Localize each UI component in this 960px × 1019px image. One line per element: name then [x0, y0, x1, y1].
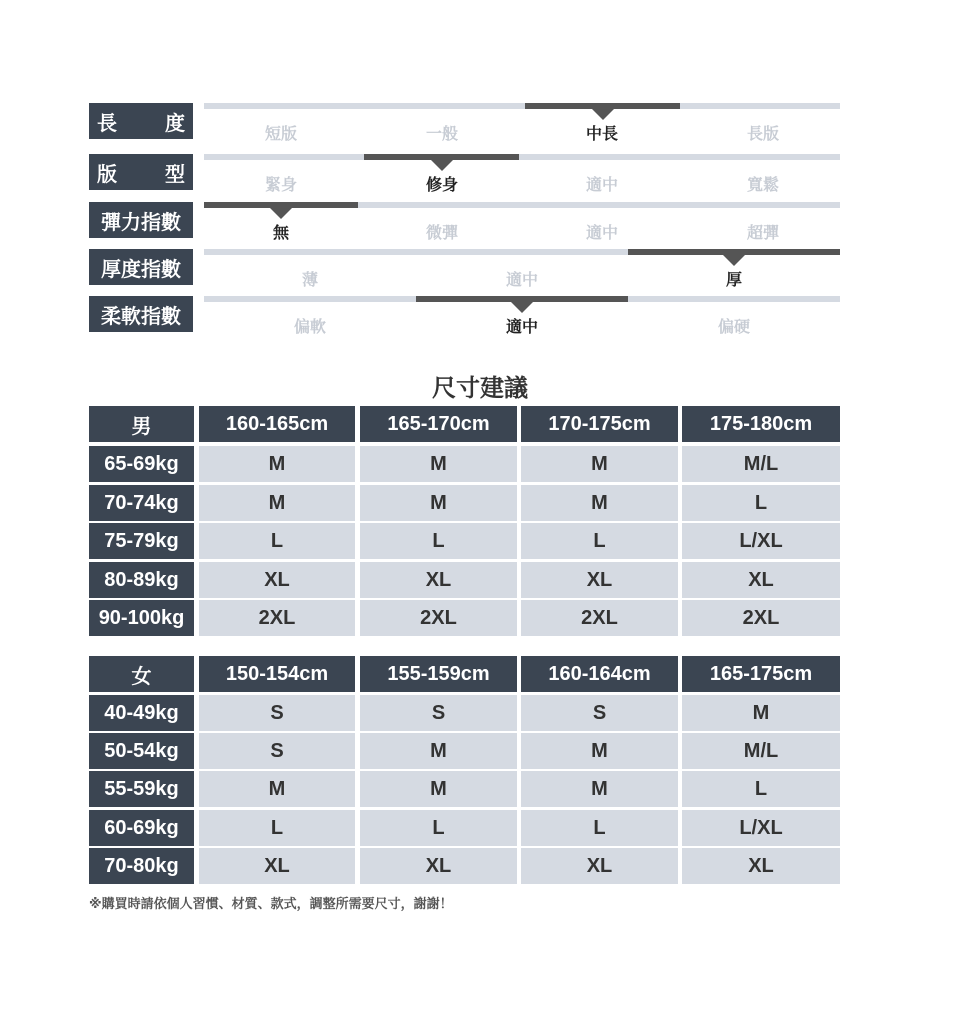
size-cell: XL — [521, 562, 678, 598]
size-cell: M — [360, 485, 517, 521]
option-firm: 偏硬 — [717, 319, 751, 336]
height-header: 175-180cm — [682, 406, 840, 442]
size-cell: XL — [682, 562, 840, 598]
option-super: 超彈 — [746, 225, 780, 242]
height-header: 160-165cm — [199, 406, 355, 442]
attribute-fit-row — [0, 154, 960, 194]
label-char: 度 — [165, 112, 185, 135]
size-cell: L — [682, 485, 840, 521]
size-cell: XL — [360, 562, 517, 598]
size-cell: M — [521, 446, 678, 482]
option-short: 短版 — [264, 126, 298, 143]
size-cell: M — [199, 771, 355, 807]
option-tight: 緊身 — [264, 177, 298, 194]
option-soft: 偏軟 — [293, 319, 327, 336]
height-header: 160-164cm — [521, 656, 678, 692]
option-slim: 修身 — [425, 177, 459, 194]
table-row — [89, 523, 840, 559]
label-char: 版 — [97, 163, 117, 186]
attribute-label-thickness: 厚度指數 — [89, 249, 193, 285]
weight-label: 60-69kg — [89, 810, 194, 846]
attribute-elasticity-row — [0, 202, 960, 242]
table-row — [89, 810, 840, 846]
size-cell: M — [521, 485, 678, 521]
attribute-label-fit — [89, 154, 193, 190]
option-thin: 薄 — [301, 272, 319, 289]
size-cell: L — [199, 523, 355, 559]
option-loose: 寬鬆 — [746, 177, 780, 194]
size-cell: XL — [682, 848, 840, 884]
scale-track — [204, 103, 840, 109]
size-cell: L — [682, 771, 840, 807]
size-cell: M — [521, 771, 678, 807]
table-row — [89, 562, 840, 598]
size-cell: M — [682, 695, 840, 731]
selected-segment — [364, 154, 519, 160]
table-gender-header: 女 — [89, 656, 194, 692]
option-slight: 微彈 — [425, 225, 459, 242]
height-header: 165-175cm — [682, 656, 840, 692]
table-row — [89, 485, 840, 521]
label-char: 型 — [165, 163, 185, 186]
height-header: 170-175cm — [521, 406, 678, 442]
scale-track — [204, 296, 840, 302]
attribute-softness-row — [0, 296, 960, 336]
option-none: 無 — [272, 225, 290, 242]
attribute-label-length — [89, 103, 193, 139]
selected-segment — [416, 296, 628, 302]
table-row — [89, 848, 840, 884]
table-row — [89, 771, 840, 807]
table-row — [89, 446, 840, 482]
size-cell: L — [521, 810, 678, 846]
size-cell: M — [521, 733, 678, 769]
size-cell: M — [360, 446, 517, 482]
option-long: 長版 — [746, 126, 780, 143]
attribute-label-softness: 柔軟指數 — [89, 296, 193, 332]
size-cell: L — [521, 523, 678, 559]
height-header: 150-154cm — [199, 656, 355, 692]
table-header-row — [89, 406, 840, 442]
weight-label: 75-79kg — [89, 523, 194, 559]
size-guide-title: 尺寸建議 — [432, 375, 528, 402]
height-header: 165-170cm — [360, 406, 517, 442]
size-cell: S — [360, 695, 517, 731]
weight-label: 65-69kg — [89, 446, 194, 482]
size-cell: 2XL — [521, 600, 678, 636]
weight-label: 70-80kg — [89, 848, 194, 884]
option-moderate: 適中 — [585, 225, 619, 242]
table-row — [89, 695, 840, 731]
table-row — [89, 733, 840, 769]
size-cell: M/L — [682, 733, 840, 769]
option-moderate: 適中 — [585, 177, 619, 194]
size-cell: 2XL — [682, 600, 840, 636]
attribute-thickness-row — [0, 249, 960, 289]
weight-label: 70-74kg — [89, 485, 194, 521]
weight-label: 50-54kg — [89, 733, 194, 769]
size-cell: L/XL — [682, 523, 840, 559]
table-gender-header: 男 — [89, 406, 194, 442]
size-cell: S — [199, 733, 355, 769]
selected-segment — [628, 249, 840, 255]
size-cell: 2XL — [199, 600, 355, 636]
option-thick: 厚 — [725, 272, 743, 289]
size-cell: M — [199, 446, 355, 482]
size-cell: XL — [199, 848, 355, 884]
weight-label: 55-59kg — [89, 771, 194, 807]
attribute-label-elasticity: 彈力指數 — [89, 202, 193, 238]
option-moderate: 適中 — [505, 319, 539, 336]
option-moderate: 適中 — [505, 272, 539, 289]
option-regular: 一般 — [425, 126, 459, 143]
table-row — [89, 600, 840, 636]
option-mid-long: 中長 — [585, 126, 619, 143]
size-cell: L — [360, 523, 517, 559]
size-cell: XL — [521, 848, 678, 884]
height-header: 155-159cm — [360, 656, 517, 692]
selected-segment — [204, 202, 358, 208]
size-note: ※購買時請依個人習慣、材質、款式，調整所需要尺寸，謝謝！ — [89, 896, 453, 911]
size-cell: S — [199, 695, 355, 731]
size-cell: 2XL — [360, 600, 517, 636]
size-cell: M — [199, 485, 355, 521]
size-cell: L — [360, 810, 517, 846]
size-cell: M/L — [682, 446, 840, 482]
size-cell: M — [360, 733, 517, 769]
selected-segment — [525, 103, 680, 109]
table-header-row — [89, 656, 840, 692]
scale-track — [204, 249, 840, 255]
weight-label: 40-49kg — [89, 695, 194, 731]
attribute-length-row — [0, 103, 960, 143]
scale-track — [204, 154, 840, 160]
size-cell: S — [521, 695, 678, 731]
size-cell: M — [360, 771, 517, 807]
weight-label: 80-89kg — [89, 562, 194, 598]
size-cell: XL — [199, 562, 355, 598]
size-cell: L/XL — [682, 810, 840, 846]
weight-label: 90-100kg — [89, 600, 194, 636]
size-cell: L — [199, 810, 355, 846]
scale-track — [204, 202, 840, 208]
label-char: 長 — [97, 112, 117, 135]
size-cell: XL — [360, 848, 517, 884]
